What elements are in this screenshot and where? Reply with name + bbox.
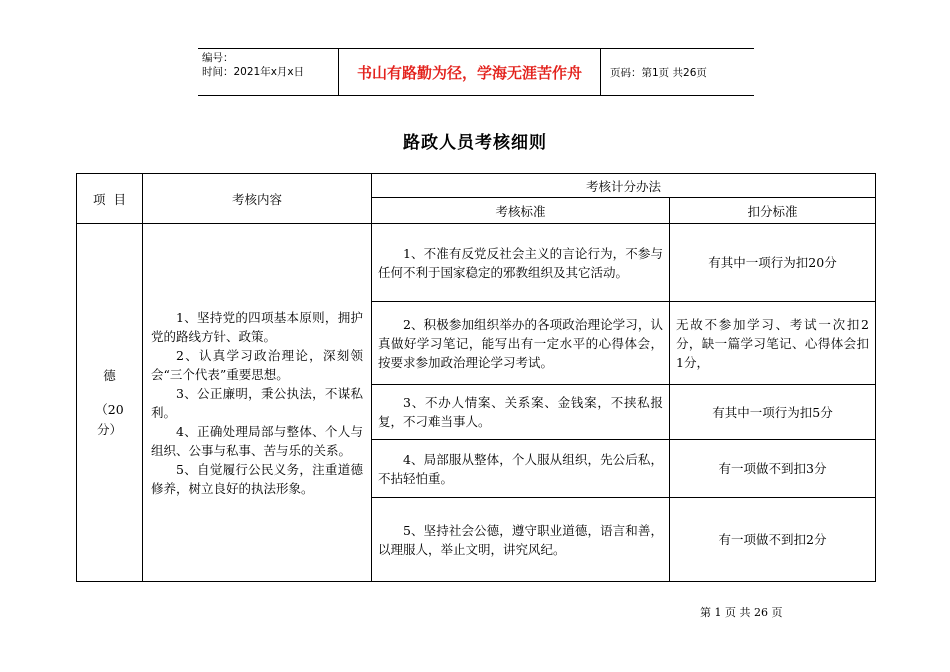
standard-text: 5、坚持社会公德，遵守职业道德，语言和善，以理服人，举止文明，讲究风纪。 [378,522,663,557]
content-item: 5、自觉履行公民义务，注重道德修养，树立良好的执法形象。 [151,461,363,496]
content-item: 3、公正廉明，秉公执法，不谋私利。 [151,385,363,420]
category-points: （20分） [95,401,124,437]
page-info: 页码：第1页 共26页 [610,66,707,79]
header-content: 考核内容 [143,174,372,224]
content-item: 4、正确处理局部与整体、个人与组织、公事与私事、苦与乐的关系。 [151,423,363,458]
standard-text: 4、局部服从整体，个人服从组织，先公后私，不拈轻怕重。 [378,451,663,486]
page-footer: 第 1 页 共 26 页 [700,606,783,619]
standard-text: 3、不办人情案、关系案、金钱案，不挟私报复，不刁难当事人。 [378,395,663,429]
standard-cell [372,302,670,385]
standard-text: 2、积极参加组织举办的各项政治理论学习，认真做好学习笔记，能写出有一定水平的心得体会，按要求参加政治理论学习考试。 [378,316,663,370]
content-cell [143,224,372,582]
deduct-cell: 无故不参加学习、考试一次扣2分，缺一篇学习笔记、心得体会扣1分， [670,302,876,385]
content-item: 1、坚持党的四项基本原则，拥护党的路线方针、政策。 [151,309,363,344]
content-item: 2、认真学习政治理论，深刻领会“三个代表”重要思想。 [151,347,363,382]
standard-cell [372,385,670,440]
header-standard: 考核标准 [372,198,670,224]
category-name: 德 [103,367,116,383]
deduct-cell: 有一项做不到扣3分 [670,440,876,498]
document-header [198,48,754,96]
assessment-table [76,173,876,582]
deduct-cell: 有其中一项行为扣5分 [670,385,876,440]
category-cell [77,224,143,582]
deduct-cell: 有其中一项行为扣20分 [670,224,876,302]
time-label: 时间：2021年x月x日 [202,66,305,78]
header-project: 项 目 [77,174,143,224]
standard-text: 1、不准有反党反社会主义的言论行为，不参与任何不利于国家稳定的邪教组织及其它活动。 [378,245,663,280]
standard-cell [372,224,670,302]
header-deduct: 扣分标准 [670,198,876,224]
header-meta [198,49,338,95]
page-title: 路政人员考核细则 [403,133,547,153]
serial-label: 编号： [202,52,234,64]
deduct-cell: 有一项做不到扣2分 [670,498,876,582]
motto-text: 书山有路勤为径，学海无涯苦作舟 [338,49,601,95]
standard-cell [372,498,670,582]
header-method: 考核计分办法 [372,174,876,198]
standard-cell [372,440,670,498]
